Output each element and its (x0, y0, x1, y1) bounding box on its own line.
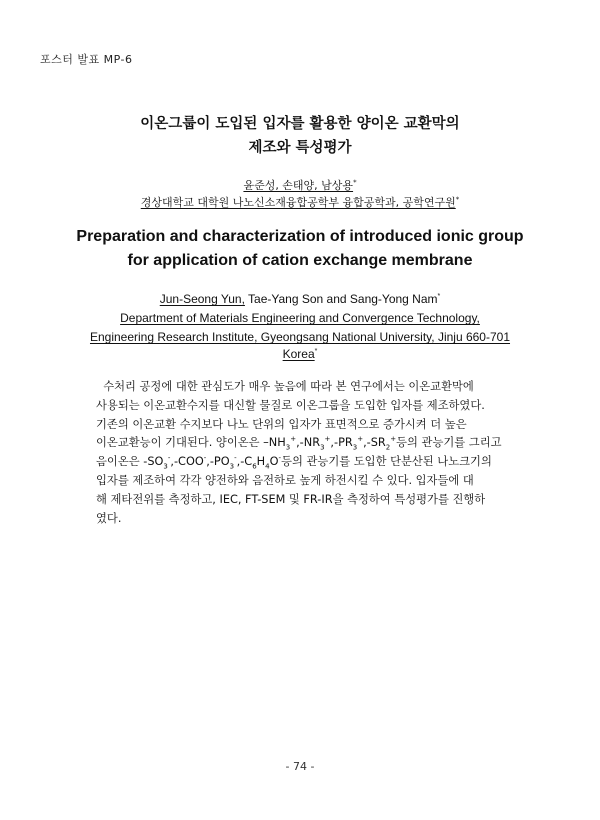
charge-mark: - (278, 454, 282, 463)
abstract-text: 음이온은 -SO (96, 455, 164, 469)
abstract-text: 등의 관능기를 도입한 단분산된 나노크기의 (281, 455, 492, 469)
subscript: 4 (265, 462, 270, 471)
korean-title-line2: 제조와 특성평가 (248, 140, 352, 156)
session-label: 포스터 발표 MP-6 (40, 53, 133, 66)
english-author-first: Jun-Seong Yun, (159, 292, 245, 306)
subscript: 3 (320, 443, 325, 452)
english-authors (0, 292, 600, 306)
abstract-text: 등의 관능기를 그리고 (396, 436, 502, 450)
abstract-text: H (256, 455, 266, 469)
english-title-line1: Preparation and characterization of introduced ionic group (76, 228, 524, 245)
abstract-body (96, 378, 506, 528)
charge-mark: + (357, 435, 364, 444)
korean-affiliation-text: 경상대학교 대학원 나노신소재융합공학부 융합공학과, 공학연구원 (140, 196, 456, 209)
abstract-text: ,-C (236, 455, 253, 469)
charge-mark: - (167, 454, 171, 463)
english-affiliation-text2: Engineering Research Institute, Gyeongsang National University, Jinju 660-701 (89, 330, 511, 344)
english-affiliation-mark: * (314, 348, 318, 355)
abstract-line (96, 378, 506, 397)
english-title-line2: for application of cation exchange membrane (127, 252, 473, 269)
abstract-text: ,-SR (363, 436, 386, 450)
abstract-line: 였다. (96, 511, 122, 525)
charge-mark: - (203, 454, 207, 463)
english-affiliation-line1 (0, 311, 600, 325)
english-affiliation-line3 (0, 347, 600, 361)
abstract-line: 사용되는 이온교환수지를 대신할 물질로 이온그룹을 도입한 입자를 제조하였다. (96, 398, 485, 412)
abstract-line-cations (96, 434, 506, 453)
subscript: 6 (252, 462, 257, 471)
korean-affiliation (0, 194, 600, 210)
subscript: 2 (385, 443, 391, 452)
korean-author-mark: * (353, 178, 357, 187)
korean-affiliation-mark: * (455, 195, 460, 204)
charge-mark: + (390, 435, 397, 444)
english-affiliation-text1: Department of Materials Engineering and Convergence Technology, (120, 311, 480, 325)
abstract-text: ,-PO (206, 455, 230, 469)
korean-authors (0, 177, 600, 193)
abstract-text: O (269, 455, 279, 469)
abstract-text: 수처리 공정에 대한 관심도가 매우 높음에 따라 본 연구에서는 이온교환막에 (103, 380, 474, 393)
english-affiliation-line2 (0, 330, 600, 344)
abstract-line-anions (96, 453, 506, 472)
abstract-line: 입자를 제조하여 각각 양전하와 음전하로 높게 하전시킬 수 있다. 입자들에 대 (96, 473, 474, 487)
abstract-text: ,-PR (330, 436, 353, 450)
english-affiliation-text3: Korea (282, 347, 315, 361)
subscript: 3 (229, 462, 235, 471)
korean-author-list: 윤준성, 손태양, 남상용 (243, 179, 354, 192)
abstract-line: 기존의 이온교환 수지보다 나노 단위의 입자가 표면적으로 증가시켜 더 높은 (96, 417, 467, 431)
subscript: 3 (352, 443, 358, 452)
english-author-mark: * (437, 293, 441, 300)
page-number: - 74 - (285, 760, 315, 773)
abstract-line: 해 제타전위를 측정하고, IEC, FT-SEM 및 FR-IR을 측정하여 특성평가를 진행하 (96, 492, 486, 506)
charge-mark: + (324, 435, 331, 444)
abstract-text: ,-NR (296, 436, 321, 450)
abstract-text: 이온교환능이 기대된다. 양이온은 –NH (96, 436, 286, 450)
charge-mark: + (290, 435, 297, 444)
abstract-text: ,-COO (170, 455, 204, 469)
subscript: 3 (285, 443, 291, 452)
korean-title-line1: 이온그룹이 도입된 입자를 활용한 양이온 교환막의 (140, 116, 460, 132)
english-author-rest: Tae-Yang Son and Sang-Yong Nam (244, 292, 438, 306)
subscript: 3 (163, 462, 168, 471)
charge-mark: - (234, 454, 237, 463)
